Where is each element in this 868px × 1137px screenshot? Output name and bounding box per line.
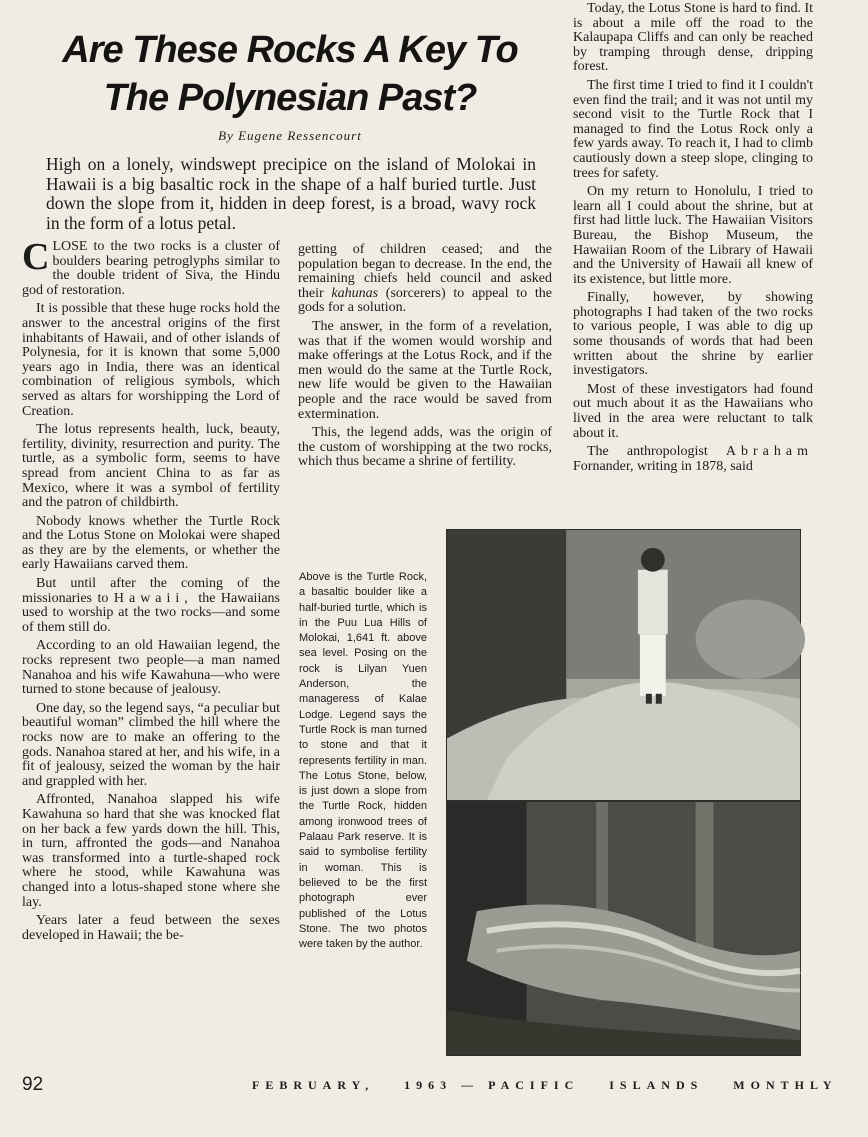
paragraph: It is possible that these huge rocks hold the answer to the ancestral origins of the first inhabitants of Hawaii, and of other islands of Polynesia, for it is known that some 5,000 years ago in India, there was an identical combination of religious symbols, which served as altars for worshipping the Lord of Creation. (22, 301, 280, 419)
paragraph: Today, the Lotus Stone is hard to find. It is about a mile off the road to the Kalaupapa Cliffs and can only be reached by tramping through dense, dripping forest. (573, 1, 813, 75)
paragraph: The answer, in the form of a revelation, was that if the women would worship and make offerings at the Lotus Rock, and if the men would do the same at the Turtle Rock, new life would be given to the Hawaiian people and the race would be saved from extermination. (298, 318, 552, 422)
paragraph: CLOSE to the two rocks is a cluster of boulders bearing petroglyphs similar to the double trident of Siva, the Hindu god of restoration. (22, 236, 280, 298)
text-column-2 (298, 243, 552, 474)
paragraph: The anthropologist Abraham Fornander, writing in 1878, said (573, 444, 813, 474)
photo-caption: Above is the Turtle Rock, a basaltic boulder like a half-buried turtle, which is in the Puu Lua Hills of Molokai, 1,641 ft. above sea level. Posing on the rock is Lilyan Yuen Anderson, the manageress of Kalae Lodge. Legend says the Turtle Rock is man turned to stone and that it represents fertility in man. The Lotus Stone, below, is just down a slope from the Turtle Rock, hidden among ironwood trees of Palaau Park reserve. It is said to symbolise fertility in woman. This is believed to be the first photograph ever published of the Lotus Stone. The two photos were taken by the author. (299, 571, 427, 951)
page-number: 92 (22, 1074, 44, 1095)
article-headline: Are These Rocks A Key To The Polynesian Past? (62, 29, 518, 119)
paragraph: Years later a feud between the sexes developed in Hawaii; the be- (22, 913, 280, 943)
paragraph: The first time I tried to find it I couldn't even find the trail; and it was not until my second visit to the Turtle Rock that I managed to find the Lotus Rock only a few yards away. To reach it, I had to climb cautiously down a steep slope, clinging to trees for safety. (573, 77, 813, 181)
paragraph: This, the legend adds, was the origin of the custom of worshipping at the two rocks, which thus became a shrine of fertility. (298, 425, 552, 470)
paragraph: getting of children ceased; and the population began to decrease. In the end, the remaining chiefs held council and asked their kahunas (sorcerers) to appeal to the gods for a solution. (298, 242, 552, 316)
paragraph: According to an old Hawaiian legend, the rocks represent two people—a man named Nanahoa and his wife Kawahuna—who were turned to stone because of jealousy. (22, 638, 280, 698)
paragraph: On my return to Honolulu, I tried to learn all I could about the shrine, but at first had little luck. The Hawaiian Visitors Bureau, the Bishop Museum, the Hawaiian Room of the Library of Hawaii and the University of Hawaii all knew of its existence, but little more. (573, 184, 813, 287)
text-column-1 (22, 236, 281, 947)
article-lede: High on a lonely, windswept precipice on the island of Molokai in Hawaii is a big basaltic rock in the shape of a half buried turtle. Just down the slope from it, hidden in deep forest, is a broad, wavy rock in the form of a lotus petal. (46, 154, 536, 233)
text-column-3 (573, 2, 813, 478)
article-byline: By Eugene Ressencourt (218, 128, 362, 143)
photo-turtle-rock-woman-icon (447, 530, 800, 800)
paragraph: Most of these investigators had found out much about it as the Hawaiians who lived in the area were reluctant to talk about it. (573, 381, 813, 441)
paragraph: But until after the coming of the missionaries to Hawaii, the Hawaiians used to worship at the two rocks—and some of them still do. (22, 576, 280, 635)
paragraph: The lotus represents health, luck, beauty, fertility, divinity, resurrection and purity. The turtle, as a symbolic form, seems to have spread from ancient China to as far as Mexico, where it was a symbol of fertility and the patron of childbirth. (22, 422, 280, 511)
paragraph: One day, so the legend says, “a peculiar but beautiful woman” climbed the hill where the rocks now are to make an offering to the gods. Nanahoa stared at her, and his wife, in a fit of jealousy, seized the woman by the hair and grappled with her. (22, 700, 281, 789)
running-footer: FEBRUARY, 1963 — PACIFIC ISLANDS MONTHLY (252, 1078, 838, 1092)
page-footer (22, 1070, 838, 1100)
lotus-stone-photo (446, 801, 801, 1056)
turtle-rock-photo (446, 529, 801, 801)
paragraph: Finally, however, by showing photographs I had taken of the two rocks to various people, I was able to dig up some thousands of words that had been written about the shrine by earlier investigators. (573, 290, 813, 379)
drop-cap: C (22, 236, 50, 278)
paragraph: Nobody knows whether the Turtle Rock and the Lotus Stone on Molokai were shaped as they are by the elements, or whether the early Hawaiians carved them. (22, 513, 280, 573)
paragraph: Affronted, Nanahoa slapped his wife Kawahuna so hard that she was knocked flat on her back a few yards down the hill. This, in turn, affronted the gods—and Nanahoa was transformed into a turtle-shaped rock where he stood, while Kawahuna was changed into a lotus-shaped stone where she lay. (22, 792, 280, 910)
photo-lotus-stone-forest-icon (447, 802, 800, 1055)
